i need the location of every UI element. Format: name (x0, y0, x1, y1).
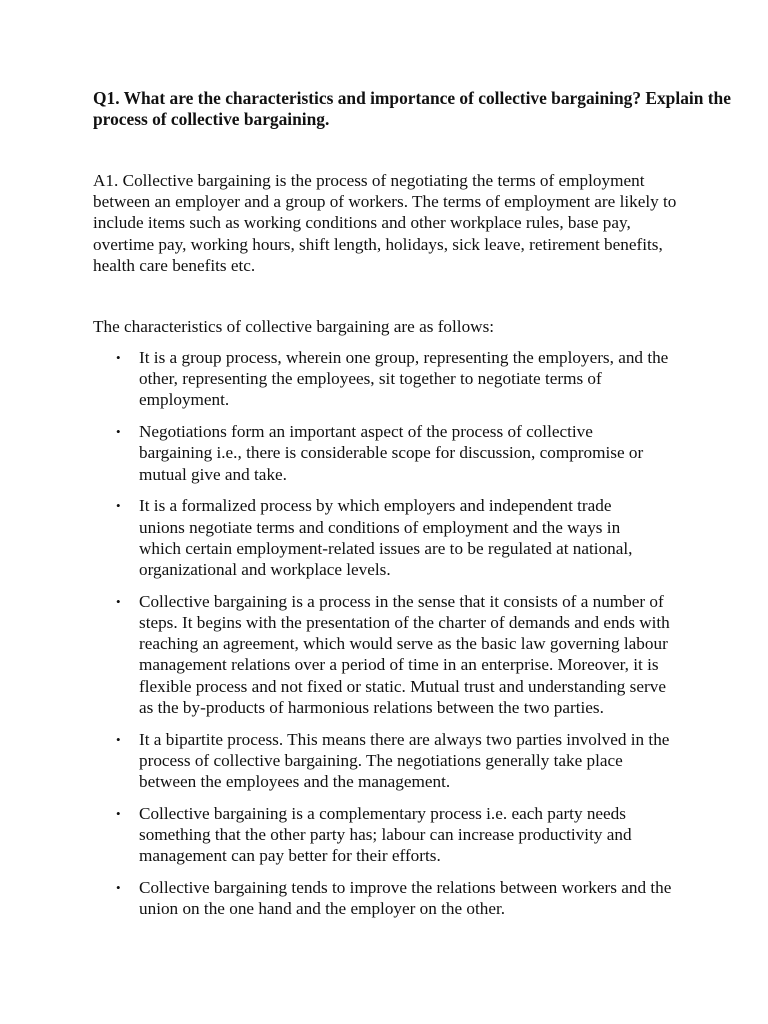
list-item (93, 495, 693, 580)
question-heading: Q1. What are the characteristics and importance of collective bargaining? Explain the process of collective bargaining. (93, 88, 731, 129)
characteristics-list (93, 347, 693, 919)
list-item (93, 729, 693, 793)
bullet-icon: • (116, 880, 121, 896)
list-item (93, 421, 693, 485)
bullet-icon: • (116, 593, 121, 609)
list-item-text: Collective bargaining is a process in the sense that it consists of a number of steps. It begins with the presentation of the charter of demands and ends with reaching an agreement, which would serve as the basic law governing labour management relations over a period of time in an enterprise. Moreover, it is flexible process and not fixed or static. Mutual trust and understanding serve as the by-products of harmonious relations between the two parties. (139, 591, 670, 717)
list-item (93, 591, 693, 718)
list-item (93, 877, 693, 919)
list-item-text: Collective bargaining is a complementary process i.e. each party needs something that the other party has; labour can increase productivity and management can pay better for their efforts. (139, 803, 632, 866)
answer-paragraph: A1. Collective bargaining is the process of negotiating the terms of employment between an employer and a group of workers. The terms of employment are likely to include items such as working conditions and other workplace rules, base pay, overtime pay, working hours, shift length, holidays, sick leave, retirement benefits, health care benefits etc. (93, 171, 677, 275)
bullet-icon: • (116, 731, 121, 747)
bullet-icon: • (116, 350, 121, 365)
list-item-text: It a bipartite process. This means there are always two parties involved in the process of collective bargaining. The negotiations generally take place between the employees and the management. (139, 729, 670, 792)
bullet-icon: • (116, 805, 121, 821)
list-item-text: Collective bargaining tends to improve the relations between workers and the union on the one hand and the employer on the other. (139, 878, 672, 919)
characteristics-intro: The characteristics of collective bargaining are as follows: (93, 317, 495, 336)
list-item (93, 347, 693, 411)
list-item (93, 803, 693, 867)
bullet-icon: • (116, 498, 121, 514)
list-item-text: It is a group process, wherein one group, representing the employers, and the other, representing the employees, sit together to negotiate terms of employment. (139, 348, 669, 410)
list-item-text: It is a formalized process by which employers and independent trade unions negotiate terms and conditions of employment and the ways in which certain employment-related issues are to be regulated at national, organizational and workplace levels. (139, 496, 633, 580)
bullet-icon: • (116, 424, 121, 440)
list-item-text: Negotiations form an important aspect of the process of collective bargaining i.e., there is considerable scope for discussion, compromise or mutual give and take. (139, 422, 644, 484)
